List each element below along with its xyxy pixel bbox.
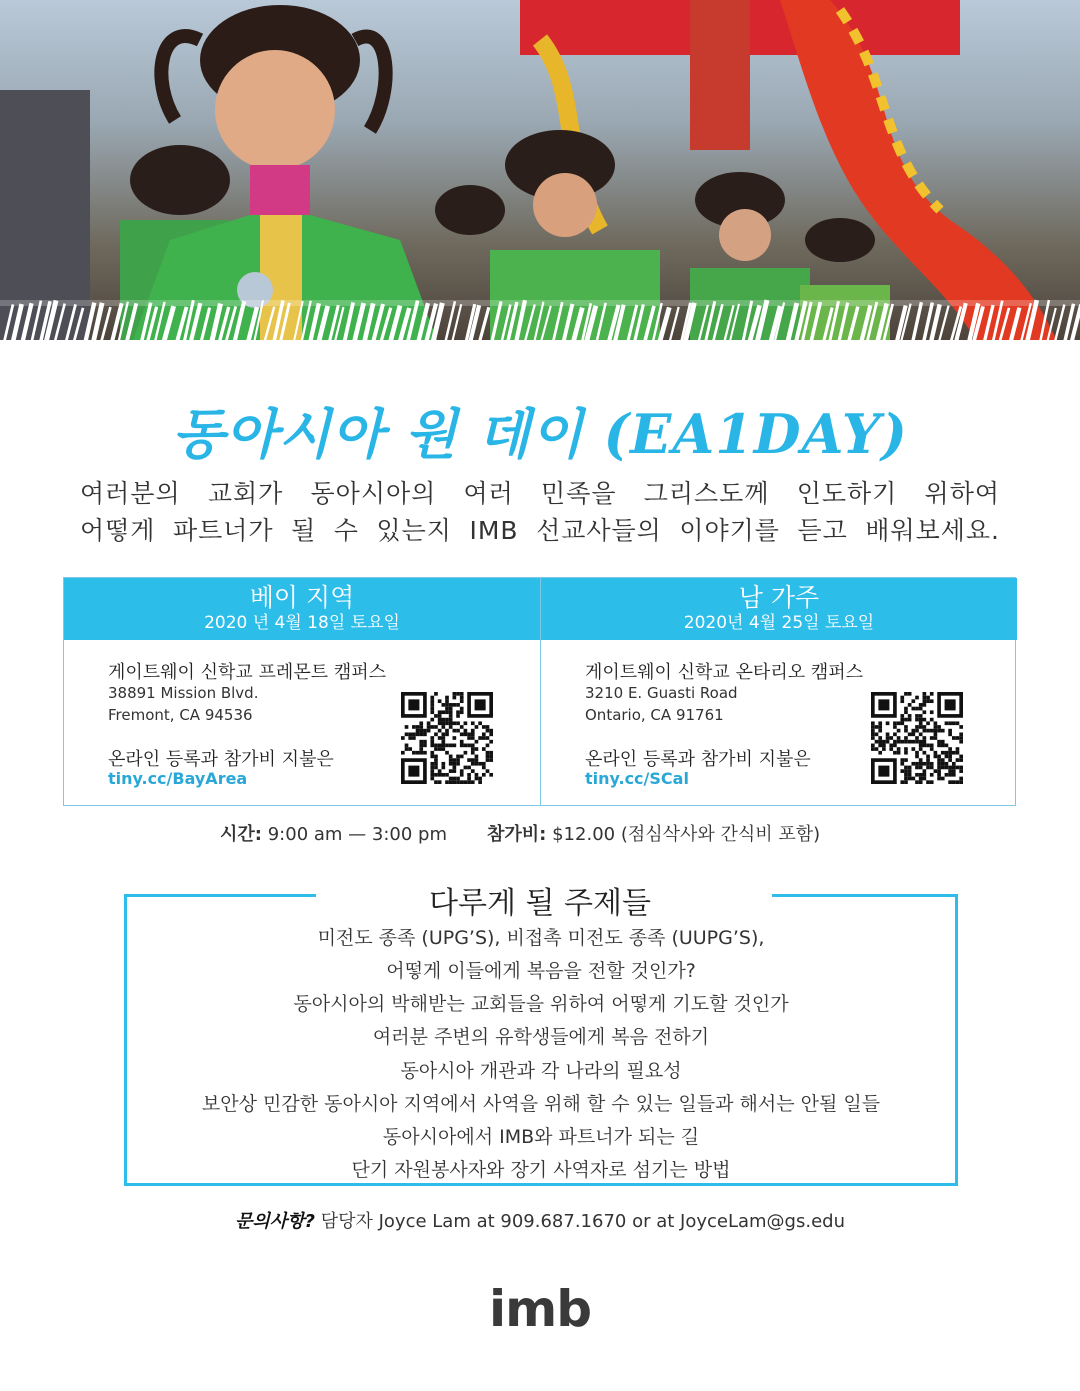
events-table	[63, 577, 1016, 806]
intro-line-1: 여러분의 교회가 동아시아의 여러 민족을 그리스도께 인도하기 위하여	[80, 479, 1000, 508]
fee-label: 참가비:	[487, 824, 547, 845]
event-venue: 게이트웨이 신학교 프레몬트 캠퍼스	[108, 662, 386, 683]
event-time	[220, 820, 447, 846]
qr-code-icon[interactable]	[871, 692, 963, 784]
fee-value: $12.00 (점심삭사와 간식비 포함)	[552, 824, 821, 845]
event-date: 2020 년 4월 18일 토요일	[204, 613, 400, 633]
topic-item: 단기 자원봉사자와 장기 사역자로 섬기는 방법	[351, 1159, 731, 1181]
event-register-text: 온라인 등록과 참가비 지불은	[108, 749, 334, 770]
contact-line	[0, 1207, 1080, 1233]
event-address-line1: 38891 Mission Blvd.	[108, 684, 259, 702]
qr-code-icon[interactable]	[401, 692, 493, 784]
contact-text: 담당자 Joyce Lam at 909.687.1670 or at JoyceLam@gs.edu	[320, 1211, 845, 1232]
event-region: 베이 지역	[249, 583, 355, 612]
topic-item: 여러분 주변의 유학생들에게 복음 전하기	[372, 1026, 710, 1048]
topic-item: 미전도 종족 (UPG’S), 비접촉 미전도 종족 (UUPG’S),	[317, 927, 765, 949]
hero-photo	[0, 0, 1080, 348]
event-address-line1: 3210 E. Guasti Road	[585, 684, 738, 702]
topic-item: 동아시아 개관과 각 나라의 필요성	[400, 1060, 682, 1082]
event-header	[541, 578, 1017, 640]
topic-item: 어떻게 이들에게 복음을 전할 것인가?	[386, 960, 696, 982]
time-value: 9:00 am — 3:00 pm	[267, 824, 447, 845]
contact-question: 문의사항?	[234, 1211, 315, 1232]
event-address-line2: Ontario, CA 91761	[585, 706, 724, 724]
topics-title: 다루게 될 주제들	[429, 886, 651, 921]
event-bay-area	[64, 578, 540, 805]
event-southern-california	[540, 578, 1017, 805]
imb-logo: imb	[488, 1280, 592, 1338]
topic-item: 동아시아에서 IMB와 파트너가 되는 길	[382, 1126, 700, 1148]
event-register-link[interactable]: tiny.cc/BayArea	[108, 769, 248, 788]
hero-illustration	[0, 0, 1080, 348]
topic-item: 보안상 민감한 동아시아 지역에서 사역을 위해 할 수 있는 일들과 해서는 안될 일들	[201, 1093, 881, 1115]
event-header	[64, 578, 540, 640]
event-region: 남 가주	[738, 583, 820, 612]
time-label: 시간:	[220, 824, 262, 845]
intro-line-2: 어떻게 파트너가 될 수 있는지 IMB 선교사들의 이야기를 듣고 배워보세요.	[80, 516, 1000, 545]
event-address-line2: Fremont, CA 94536	[108, 706, 253, 724]
page-title: 동아시아 원 데이 (EA1DAY)	[172, 402, 908, 466]
event-venue: 게이트웨이 신학교 온타리오 캠퍼스	[585, 662, 863, 683]
event-fee	[487, 820, 820, 846]
event-date: 2020년 4월 25일 토요일	[683, 613, 875, 633]
topic-item: 동아시아의 박해받는 교회들을 위하여 어떻게 기도할 것인가	[293, 993, 789, 1015]
event-register-text: 온라인 등록과 참가비 지불은	[585, 749, 811, 770]
event-register-link[interactable]: tiny.cc/SCal	[585, 769, 689, 788]
